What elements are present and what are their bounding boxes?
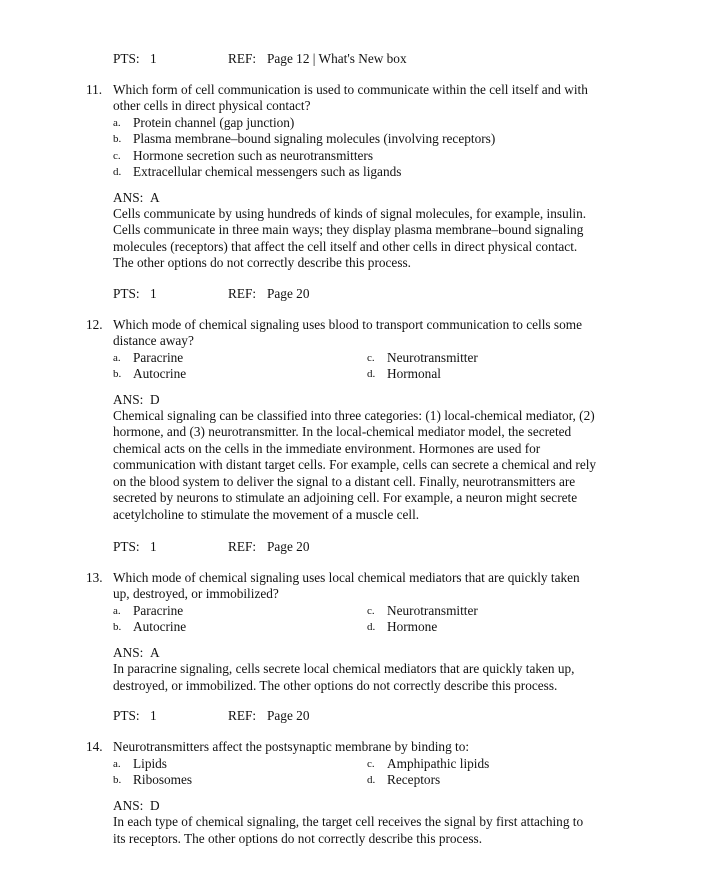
rationale-line: acetylcholine to stimulate the movement of a muscle cell. xyxy=(113,507,420,522)
option-text: Hormone secretion such as neurotransmitters xyxy=(133,148,374,163)
question-stem-line: up, destroyed, or immobilized? xyxy=(113,586,279,601)
option-letter: c. xyxy=(367,605,375,617)
option-letter: b. xyxy=(113,368,122,380)
ref-value: Page 12 | What's New box xyxy=(267,51,407,66)
pts-value: 1 xyxy=(150,708,157,723)
option-letter: a. xyxy=(113,117,121,129)
question-stem-line: Which mode of chemical signaling uses local chemical mediators that are quickly taken xyxy=(113,570,580,585)
option-text: Amphipathic lipids xyxy=(387,756,490,771)
option-text: Autocrine xyxy=(133,366,187,381)
pts-value: 1 xyxy=(150,539,157,554)
answer-label: ANS: xyxy=(113,392,144,407)
ref-value: Page 20 xyxy=(267,286,310,301)
question-number: 14. xyxy=(86,739,103,754)
rationale-line: destroyed, or immobilized. The other options do not correctly describe this process. xyxy=(113,678,558,693)
pts-label: PTS: xyxy=(113,539,140,554)
option-letter: b. xyxy=(113,774,122,786)
option-letter: d. xyxy=(367,774,376,786)
option-text: Neurotransmitter xyxy=(387,603,478,618)
ref-label: REF: xyxy=(228,539,257,554)
rationale-line: secreted by neurons to stimulate an adjoining cell. For example, a neuron might secrete xyxy=(113,490,578,505)
pts-label: PTS: xyxy=(113,51,140,66)
question-stem-line: Which form of cell communication is used to communicate within the cell itself and with xyxy=(113,82,588,97)
question-stem-line: Which mode of chemical signaling uses blood to transport communication to cells some xyxy=(113,317,582,332)
question-number: 13. xyxy=(86,570,103,585)
option-letter: c. xyxy=(367,758,375,770)
option-text: Hormonal xyxy=(387,366,441,381)
option-text: Lipids xyxy=(133,756,167,771)
answer-label: ANS: xyxy=(113,645,144,660)
option-letter: b. xyxy=(113,133,122,145)
option-letter: c. xyxy=(367,352,375,364)
answer-label: ANS: xyxy=(113,190,144,205)
pts-value: 1 xyxy=(150,286,157,301)
rationale-line: In paracrine signaling, cells secrete local chemical mediators that are quickly taken up, xyxy=(113,661,575,676)
option-letter: c. xyxy=(113,150,121,162)
option-letter: d. xyxy=(113,166,122,178)
rationale-line: hormone, and (3) neurotransmitter. In the local-chemical mediator model, the secreted xyxy=(113,424,572,439)
option-letter: d. xyxy=(367,621,376,633)
option-text: Plasma membrane–bound signaling molecules (involving receptors) xyxy=(133,131,496,146)
option-text: Autocrine xyxy=(133,619,187,634)
rationale-line: Cells communicate in three main ways; they display plasma membrane–bound signaling xyxy=(113,222,584,237)
option-text: Paracrine xyxy=(133,603,184,618)
rationale-line: on the blood system to deliver the signal to a distant cell. Finally, neurotransmitters are xyxy=(113,474,576,489)
answer-value: D xyxy=(150,798,160,813)
answer-label: ANS: xyxy=(113,798,144,813)
option-text: Protein channel (gap junction) xyxy=(133,115,295,130)
rationale-line: In each type of chemical signaling, the target cell receives the signal by first attaching to xyxy=(113,814,584,829)
ref-label: REF: xyxy=(228,708,257,723)
pts-label: PTS: xyxy=(113,286,140,301)
ref-value: Page 20 xyxy=(267,708,310,723)
answer-value: A xyxy=(150,190,160,205)
ref-value: Page 20 xyxy=(267,539,310,554)
answer-value: D xyxy=(150,392,160,407)
option-letter: a. xyxy=(113,352,121,364)
pts-value: 1 xyxy=(150,51,157,66)
option-letter: a. xyxy=(113,758,121,770)
option-letter: d. xyxy=(367,368,376,380)
rationale-line: Chemical signaling can be classified into three categories: (1) local-chemical mediator, (2) xyxy=(113,408,595,423)
option-text: Paracrine xyxy=(133,350,184,365)
question-number: 11. xyxy=(86,82,103,97)
rationale-line: communication with distant target cells. For example, cells can secrete a chemical and rely xyxy=(113,457,597,472)
question-number: 12. xyxy=(86,317,103,332)
option-letter: b. xyxy=(113,621,122,633)
answer-value: A xyxy=(150,645,160,660)
option-text: Hormone xyxy=(387,619,438,634)
option-text: Neurotransmitter xyxy=(387,350,478,365)
question-stem-line: other cells in direct physical contact? xyxy=(113,98,311,113)
ref-label: REF: xyxy=(228,286,257,301)
rationale-line: chemical acts on the cells in the immediate environment. Hormones are used for xyxy=(113,441,541,456)
option-text: Ribosomes xyxy=(133,772,193,787)
question-stem-line: Neurotransmitters affect the postsynaptic membrane by binding to: xyxy=(113,739,470,754)
ref-label: REF: xyxy=(228,51,257,66)
rationale-line: molecules (receptors) that affect the cell itself and other cells in direct physical contact. xyxy=(113,239,578,254)
rationale-line: Cells communicate by using hundreds of kinds of signal molecules, for example, insulin. xyxy=(113,206,587,221)
option-text: Extracellular chemical messengers such as ligands xyxy=(133,164,402,179)
pts-label: PTS: xyxy=(113,708,140,723)
rationale-line: its receptors. The other options do not correctly describe this process. xyxy=(113,831,483,846)
question-stem-line: distance away? xyxy=(113,333,194,348)
rationale-line: The other options do not correctly describe this process. xyxy=(113,255,411,270)
option-letter: a. xyxy=(113,605,121,617)
option-text: Receptors xyxy=(387,772,441,787)
